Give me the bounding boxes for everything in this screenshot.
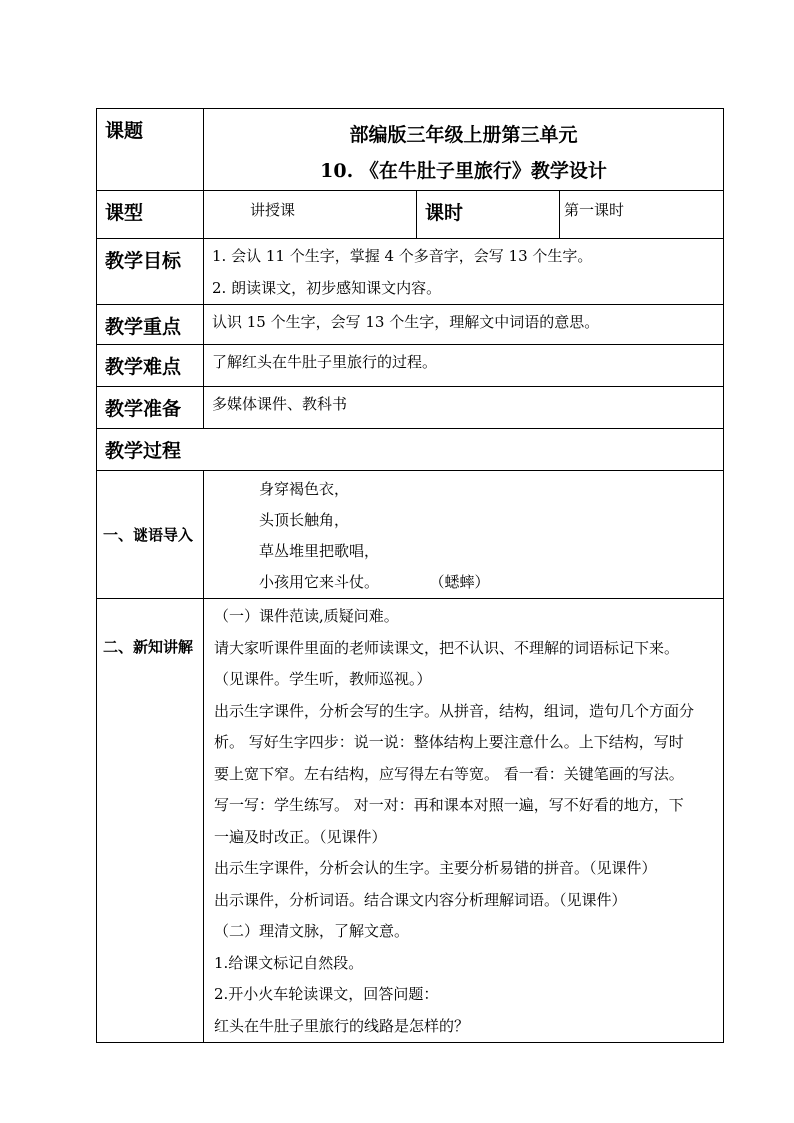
goals-label: 教学目标 bbox=[97, 239, 204, 305]
unit-title: 部编版三年级上册第三单元 bbox=[349, 124, 578, 146]
preparation-text: 多媒体课件、教科书 bbox=[204, 387, 724, 429]
section2-content bbox=[204, 599, 724, 1043]
preparation-row bbox=[97, 387, 724, 429]
goal-item: 2. 朗读课文，初步感知课文内容。 bbox=[212, 278, 442, 297]
process-row bbox=[97, 429, 724, 471]
preparation-label: 教学准备 bbox=[97, 387, 204, 429]
type-label: 课型 bbox=[97, 191, 204, 239]
title-cell bbox=[204, 109, 724, 191]
content-line: 出示生字课件，分析会认的生字。主要分析易错的拼音。（见课件） bbox=[214, 859, 657, 877]
content-line: （一）课件范读,质疑问难。 bbox=[214, 607, 399, 625]
period-label: 课时 bbox=[417, 191, 560, 239]
riddle-line: 小孩用它来斗仗。 bbox=[259, 573, 380, 591]
content-line: （见课件。学生听，教师巡视。） bbox=[214, 670, 432, 688]
section2-label: 二、新知讲解 bbox=[97, 599, 204, 1043]
section2-row bbox=[97, 599, 724, 1043]
content-line: 出示生字课件，分析会写的生字。从拼音，结构，组词，造句几个方面分 bbox=[214, 701, 695, 720]
type-value: 讲授课 bbox=[204, 191, 417, 239]
riddle-content bbox=[204, 471, 724, 599]
riddle-line: 身穿褐色衣， bbox=[259, 480, 350, 498]
lesson-plan-table bbox=[96, 108, 724, 1043]
section1-row bbox=[97, 471, 724, 599]
goals-row bbox=[97, 239, 724, 305]
period-value: 第一课时 bbox=[560, 191, 724, 239]
riddle-line-last bbox=[259, 567, 723, 598]
content-line: 写一写：学生练写。 对一对：再和课本对照一遍，写不好看的地方，下 bbox=[214, 796, 684, 814]
type-row bbox=[97, 191, 724, 239]
content-line: 1.给课文标记自然段。 bbox=[214, 953, 364, 972]
goals-content bbox=[204, 239, 724, 305]
riddle-answer: （蟋蟀） bbox=[437, 573, 490, 591]
title-row bbox=[97, 109, 724, 191]
content-line: 析。 写好生字四步：说一说：整体结构上要注意什么。上下结构，写时 bbox=[214, 733, 684, 751]
content-line: 红头在牛肚子里旅行的线路是怎样的？ bbox=[214, 1016, 470, 1035]
riddle-line: 头顶长触角， bbox=[259, 511, 350, 529]
difficulties-label: 教学难点 bbox=[97, 345, 204, 387]
content-line: 出示课件，分析词语。结合课文内容分析理解词语。（见课件） bbox=[214, 890, 627, 909]
section1-label: 一、谜语导入 bbox=[97, 471, 204, 599]
title-label: 课题 bbox=[97, 109, 204, 191]
riddle-line: 草丛堆里把歌唱， bbox=[259, 542, 380, 560]
content-line: 要上宽下窄。左右结构，应写得左右等宽。 看一看：关键笔画的写法。 bbox=[214, 764, 684, 783]
lesson-title: 10. 《在牛肚子里旅行》教学设计 bbox=[320, 160, 607, 182]
process-label: 教学过程 bbox=[97, 429, 724, 471]
content-line: （二）理清文脉，了解文意。 bbox=[214, 922, 410, 940]
key-points-text: 认识 15 个生字，会写 13 个生字，理解文中词语的意思。 bbox=[204, 305, 724, 345]
key-points-row bbox=[97, 305, 724, 345]
content-line: 请大家听课件里面的老师读课文，把不认识、不理解的词语标记下来。 bbox=[214, 638, 680, 657]
content-line: 2.开小火车轮读课文，回答问题： bbox=[214, 985, 439, 1003]
goal-item: 1. 会认 11 个生字，掌握 4 个多音字，会写 13 个生字。 bbox=[212, 247, 593, 265]
content-line: 一遍及时改正。（见课件） bbox=[214, 827, 387, 846]
difficulties-row bbox=[97, 345, 724, 387]
difficulties-text: 了解红头在牛肚子里旅行的过程。 bbox=[204, 345, 724, 387]
key-points-label: 教学重点 bbox=[97, 305, 204, 345]
